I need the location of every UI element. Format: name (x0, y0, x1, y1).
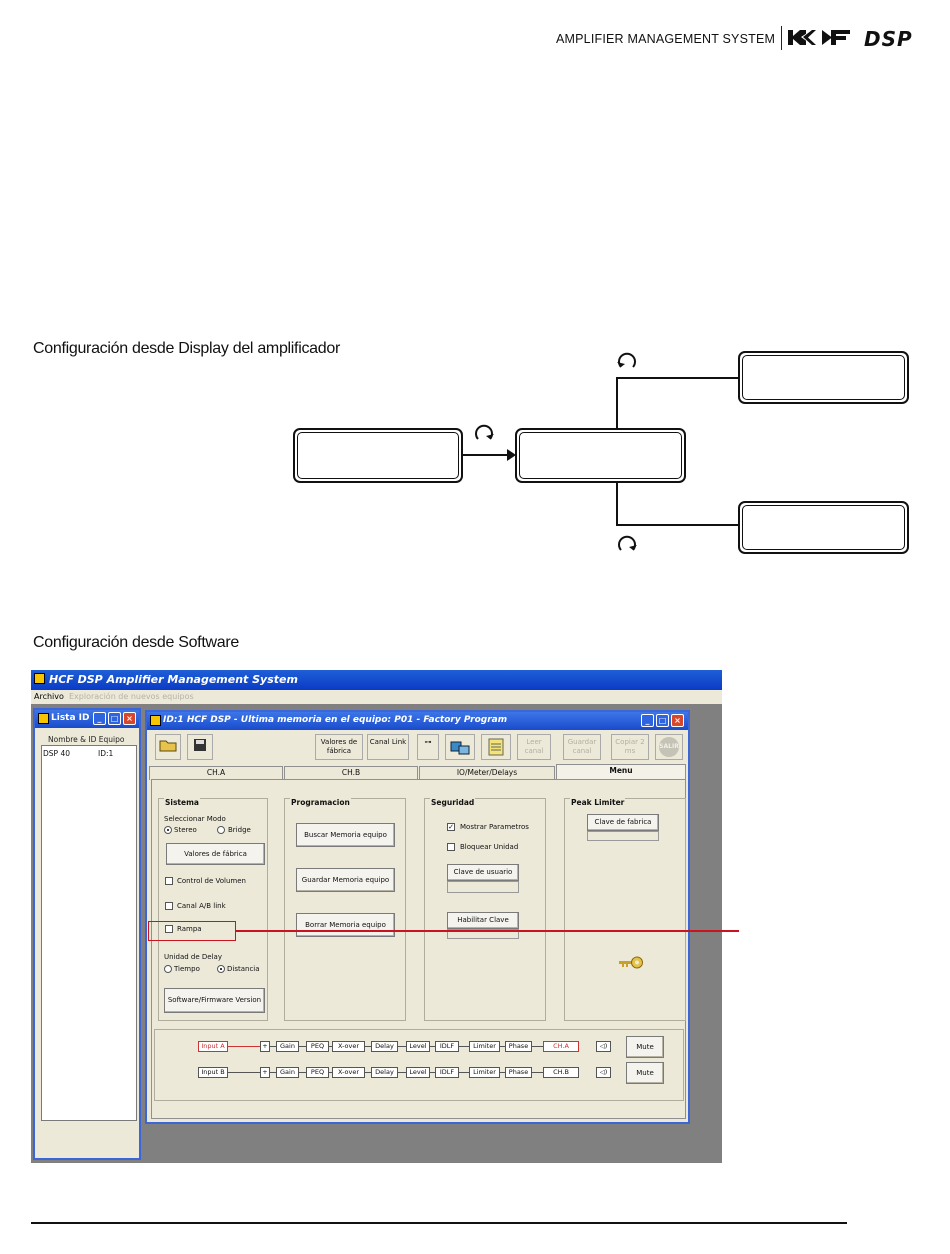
tab-menu[interactable]: Menu (556, 764, 686, 780)
salir-label: SALIR (659, 737, 679, 757)
programacion-group (284, 798, 406, 1021)
rotate-ccw-icon (615, 349, 639, 373)
app-icon (34, 673, 45, 684)
section-display-title: Configuración desde Display del amplificador (33, 340, 340, 357)
chain-block-1[interactable]: Gain (276, 1041, 299, 1052)
chain-link (532, 1046, 543, 1047)
chain-block-2[interactable]: PEQ (306, 1041, 329, 1052)
menu-bar (31, 690, 722, 704)
bloquear-unidad-label: Bloquear Unidad (460, 843, 519, 851)
lista-id-window (33, 708, 141, 1160)
chain-link (228, 1046, 260, 1047)
tab-io-meter-delays[interactable]: IO/Meter/Delays (419, 766, 555, 780)
bridge-label: Bridge (228, 826, 251, 834)
peak-limiter-title: Peak Limiter (571, 798, 625, 807)
speaker-icon[interactable]: ◁) (596, 1067, 611, 1078)
tab-ch-b[interactable]: CH.B (284, 766, 418, 780)
salir-stop-icon[interactable] (655, 734, 683, 760)
unidad-delay-label: Unidad de Delay (164, 953, 222, 961)
maximize-icon[interactable]: □ (656, 714, 669, 727)
lista-icon (38, 713, 49, 724)
valores-fabrica-button[interactable]: Valores de fábrica (315, 734, 363, 760)
chain-block-8[interactable]: Phase (505, 1041, 532, 1052)
section-software-title: Configuración desde Software (33, 634, 239, 651)
list-item[interactable] (43, 749, 114, 758)
version-button[interactable]: Software/Firmware Version (164, 988, 265, 1013)
chain-block-3[interactable]: X-over (332, 1041, 365, 1052)
input-block[interactable]: Input A (198, 1041, 228, 1052)
connector-line-down (616, 483, 618, 526)
header-divider (781, 26, 782, 50)
maximize-icon[interactable]: □ (108, 712, 121, 725)
bridge-radio[interactable] (217, 826, 225, 834)
rampa-label: Rampa (177, 925, 202, 933)
peak-limiter-group (564, 798, 686, 1021)
chain-block-8[interactable]: Phase (505, 1067, 532, 1078)
chain-link (299, 1046, 306, 1047)
mute-button[interactable]: Mute (626, 1036, 664, 1058)
canal-ab-link-checkbox[interactable] (165, 902, 173, 910)
tiempo-label: Tiempo (174, 965, 200, 973)
leer-canal-button[interactable]: Leer canal (517, 734, 551, 760)
chain-block-3[interactable]: X-over (332, 1067, 365, 1078)
device-transfer-icon[interactable] (445, 734, 475, 760)
distancia-radio[interactable] (217, 965, 225, 973)
output-block[interactable]: CH.A (543, 1041, 579, 1052)
output-block[interactable]: CH.B (543, 1067, 579, 1078)
document-icon[interactable] (481, 734, 511, 760)
footer-rule (31, 1222, 847, 1224)
chain-block-1[interactable]: Gain (276, 1067, 299, 1078)
mute-button[interactable]: Mute (626, 1062, 664, 1084)
tab-strip (149, 764, 686, 780)
minimize-icon[interactable]: _ (641, 714, 654, 727)
lista-listbox[interactable] (41, 745, 137, 1121)
display-box-1 (293, 428, 463, 483)
key-tool-icon[interactable]: ⊶ (417, 734, 439, 760)
seguridad-group (424, 798, 546, 1021)
control-volumen-label: Control de Volumen (177, 877, 246, 885)
control-volumen-checkbox[interactable] (165, 877, 173, 885)
stereo-label: Stereo (174, 826, 197, 834)
canal-ab-link-label: Canal A/B link (177, 902, 226, 910)
main-window (145, 710, 690, 1124)
lista-title: Lista ID (51, 713, 90, 723)
chain-block-4[interactable]: Delay (371, 1067, 398, 1078)
clave-usuario-button[interactable]: Clave de usuario (447, 864, 519, 881)
device-id: ID:1 (98, 749, 114, 758)
sistema-title: Sistema (165, 798, 199, 807)
chain-link (532, 1072, 543, 1073)
software-screenshot (31, 670, 722, 1163)
device-name: DSP 40 (43, 749, 70, 758)
guardar-canal-button[interactable]: Guardar canal (563, 734, 601, 760)
rotate-cw-icon (615, 532, 639, 556)
dsp-logo-text: DSP (864, 27, 913, 51)
display-box-2 (515, 428, 686, 483)
clave-usuario-field[interactable] (447, 881, 519, 893)
chain-block-0[interactable]: + (260, 1041, 270, 1052)
chain-link (228, 1072, 260, 1073)
close-icon[interactable]: × (123, 712, 136, 725)
rampa-callout-box (148, 921, 236, 941)
tab-ch-a[interactable]: CH.A (149, 766, 283, 780)
stereo-radio[interactable] (164, 826, 172, 834)
chain-link (459, 1072, 469, 1073)
buscar-memoria-button[interactable]: Buscar Memoria equipo (296, 823, 395, 847)
chain-block-6[interactable]: IDLF (435, 1041, 459, 1052)
chain-block-0[interactable]: + (260, 1067, 270, 1078)
chain-link (299, 1072, 306, 1073)
display-box-4 (738, 501, 909, 554)
arrow-head-icon (507, 449, 516, 461)
borrar-memoria-button[interactable]: Borrar Memoria equipo (296, 913, 395, 937)
chain-block-5[interactable]: Level (406, 1041, 430, 1052)
seguridad-title: Seguridad (431, 798, 475, 807)
menu-archivo[interactable]: Archivo (34, 692, 64, 701)
menu-panel (151, 779, 686, 1119)
connector-line-top (616, 377, 738, 379)
habilitar-clave-button[interactable]: Habilitar Clave (447, 912, 519, 929)
main-icon (150, 715, 161, 726)
minimize-icon[interactable]: _ (93, 712, 106, 725)
chain-link (398, 1046, 406, 1047)
connector-line (463, 454, 507, 456)
bloquear-unidad-checkbox[interactable] (447, 843, 455, 851)
chain-block-2[interactable]: PEQ (306, 1067, 329, 1078)
mostrar-parametros-label: Mostrar Parametros (460, 823, 529, 831)
chain-block-5[interactable]: Level (406, 1067, 430, 1078)
mostrar-parametros-checkbox[interactable]: ✓ (448, 823, 454, 831)
lista-column-header: Nombre & ID Equipo (48, 735, 125, 744)
sistema-group (158, 798, 268, 1021)
main-titlebar (147, 712, 688, 730)
menu-exploracion[interactable]: Exploración de nuevos equipos (69, 692, 194, 701)
chain-link (459, 1046, 469, 1047)
clave-fabrica-button[interactable]: Clave de fabrica (587, 814, 659, 831)
display-box-3 (738, 351, 909, 404)
input-block[interactable]: Input B (198, 1067, 228, 1078)
modo-label: Seleccionar Modo (164, 815, 226, 823)
copiar-canal-button[interactable]: Copiar 2 ms (611, 734, 649, 760)
distancia-label: Distancia (227, 965, 260, 973)
clave-fabrica-field[interactable] (587, 831, 659, 841)
save-disk-icon[interactable] (187, 734, 213, 760)
lista-titlebar (35, 710, 139, 728)
chain-block-7[interactable]: Limiter (469, 1041, 500, 1052)
key-lock-icon (618, 955, 644, 971)
programacion-title: Programacion (291, 798, 350, 807)
connector-line-bottom (616, 524, 738, 526)
chain-block-6[interactable]: IDLF (435, 1067, 459, 1078)
chain-block-4[interactable]: Delay (371, 1041, 398, 1052)
speaker-icon[interactable]: ◁) (596, 1041, 611, 1052)
close-icon[interactable]: × (671, 714, 684, 727)
rotate-knob-icon (472, 421, 496, 445)
chain-link (398, 1072, 406, 1073)
brand-logo (788, 26, 918, 50)
signal-chain-group (154, 1029, 684, 1101)
connector-line-up (616, 377, 618, 428)
app-titlebar (31, 670, 722, 690)
app-title: HCF DSP Amplifier Management System (49, 673, 298, 686)
system-title: AMPLIFIER MANAGEMENT SYSTEM (556, 32, 776, 46)
tiempo-radio[interactable] (164, 965, 172, 973)
chain-block-7[interactable]: Limiter (469, 1067, 500, 1078)
main-title: ID:1 HCF DSP - Ultima memoria en el equipo: P01 - Factory Program (163, 715, 508, 725)
guardar-memoria-button[interactable]: Guardar Memoria equipo (296, 868, 395, 892)
open-folder-icon[interactable] (155, 734, 181, 760)
canal-link-button[interactable]: Canal Link (367, 734, 409, 760)
rampa-callout-line (236, 930, 739, 932)
valores-fabrica-sistema-button[interactable]: Valores de fábrica (166, 843, 265, 865)
